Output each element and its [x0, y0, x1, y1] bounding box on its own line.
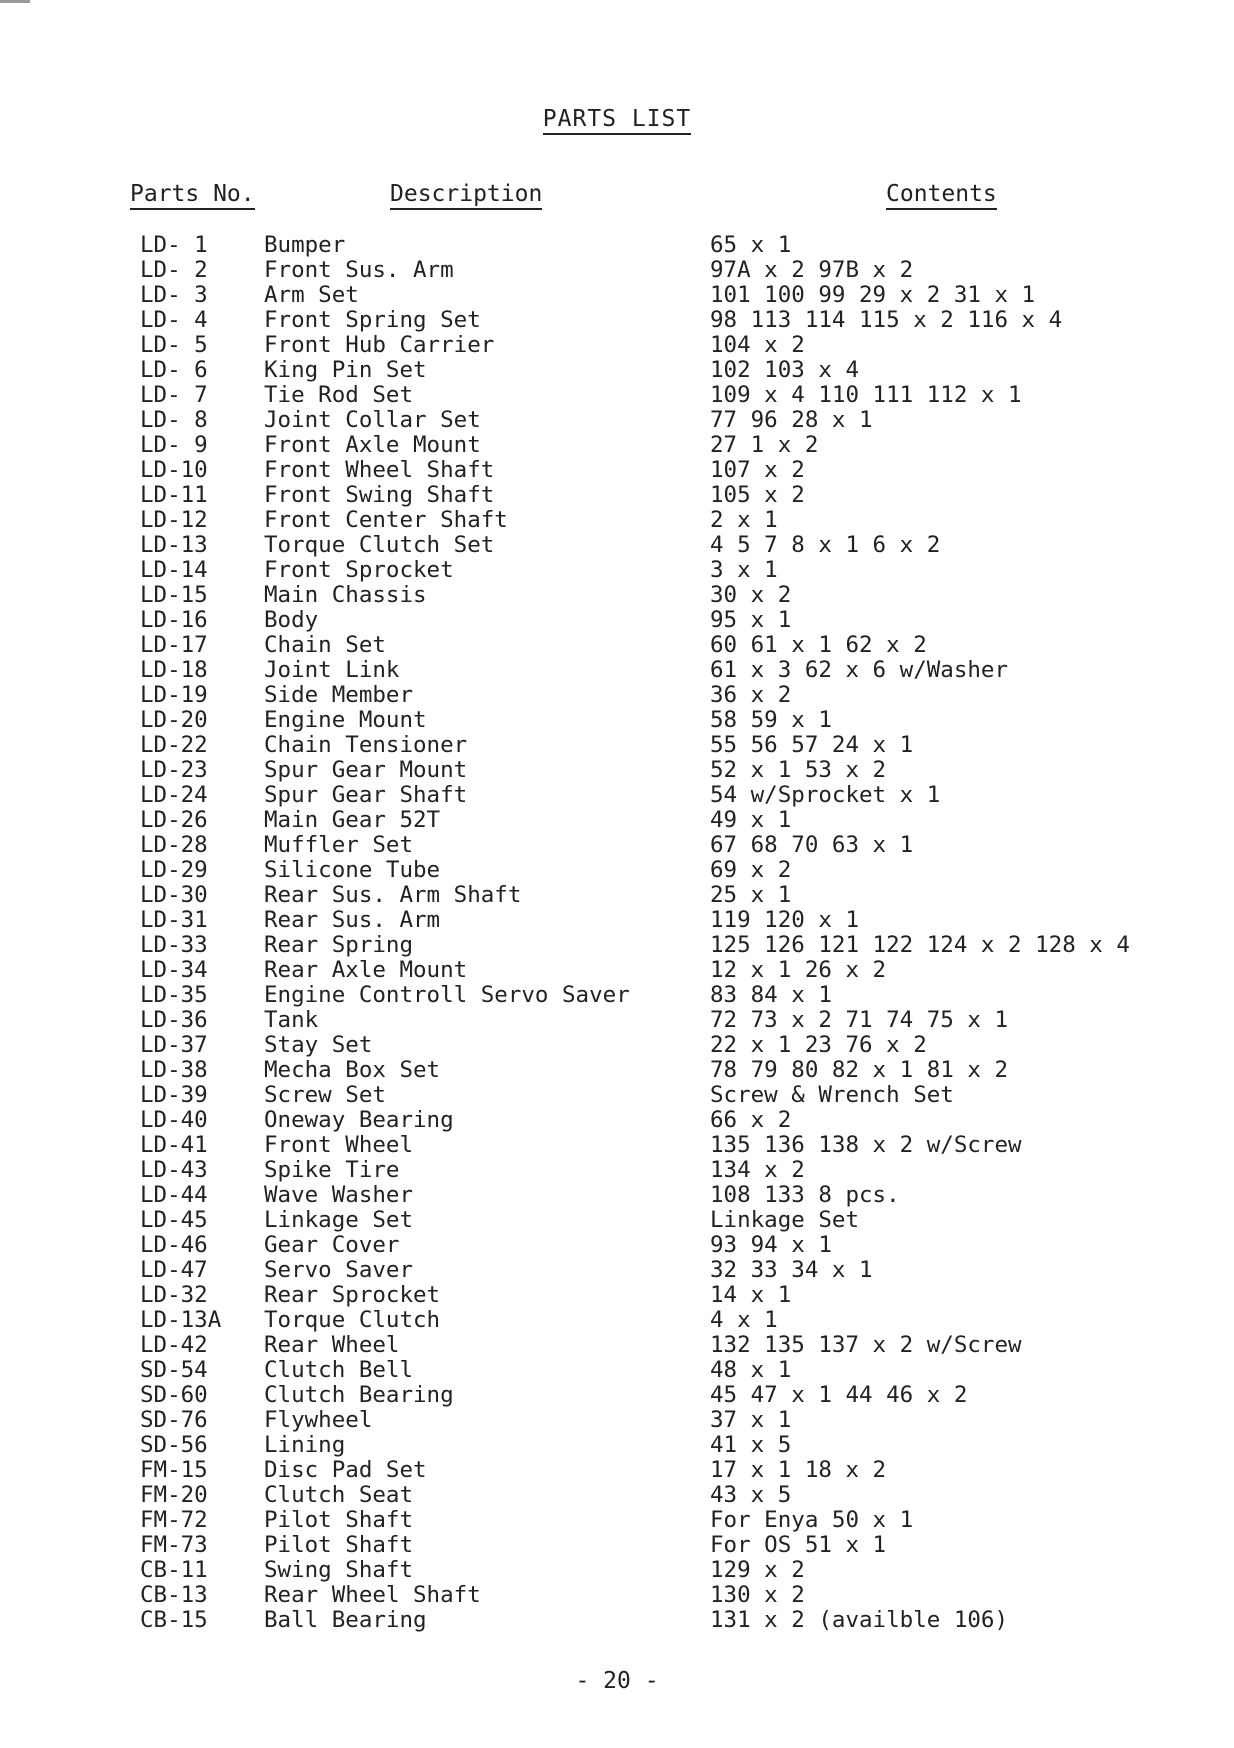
part-contents: 32 33 34 x 1	[710, 1257, 873, 1283]
part-contents: 27 1 x 2	[710, 432, 819, 458]
part-description: Arm Set	[264, 282, 359, 308]
part-description: Main Gear 52T	[264, 807, 441, 833]
part-description: Ball Bearing	[264, 1607, 427, 1633]
part-number: LD-16	[140, 607, 208, 633]
part-contents: 78 79 80 82 x 1 81 x 2	[710, 1057, 1009, 1083]
part-description: Swing Shaft	[264, 1557, 414, 1583]
table-row	[0, 533, 1234, 558]
part-description: Pilot Shaft	[264, 1532, 414, 1558]
table-row	[0, 883, 1234, 908]
table-row	[0, 1258, 1234, 1283]
part-number: LD-15	[140, 582, 208, 608]
part-number: LD- 8	[140, 407, 208, 433]
part-contents: 109 x 4 110 111 112 x 1	[710, 382, 1022, 408]
part-description: Rear Sus. Arm Shaft	[264, 882, 522, 908]
part-description: Body	[264, 607, 319, 633]
part-contents: 130 x 2	[710, 1582, 805, 1608]
table-row	[0, 233, 1234, 258]
part-number: LD- 4	[140, 307, 208, 333]
table-row	[0, 1208, 1234, 1233]
part-number: LD-13	[140, 532, 208, 558]
part-number: LD- 2	[140, 257, 208, 283]
part-contents: 60 61 x 1 62 x 2	[710, 632, 927, 658]
part-contents: 77 96 28 x 1	[710, 407, 873, 433]
part-number: LD-23	[140, 757, 208, 783]
table-row	[0, 508, 1234, 533]
part-contents: 4 x 1	[710, 1307, 778, 1333]
part-description: Pilot Shaft	[264, 1507, 414, 1533]
part-description: Linkage Set	[264, 1207, 414, 1233]
part-contents: 17 x 1 18 x 2	[710, 1457, 887, 1483]
table-row	[0, 1033, 1234, 1058]
part-contents: 66 x 2	[710, 1107, 792, 1133]
part-contents: 132 135 137 x 2 w/Screw	[710, 1332, 1022, 1358]
part-description: Spur Gear Mount	[264, 757, 468, 783]
table-row	[0, 733, 1234, 758]
part-number: FM-20	[140, 1482, 208, 1508]
part-contents: 83 84 x 1	[710, 982, 832, 1008]
part-description: Spike Tire	[264, 1157, 400, 1183]
header-contents: Contents	[886, 181, 997, 207]
part-description: Rear Spring	[264, 932, 414, 958]
part-contents: 93 94 x 1	[710, 1232, 832, 1258]
part-contents: 52 x 1 53 x 2	[710, 757, 887, 783]
part-number: LD-41	[140, 1132, 208, 1158]
part-description: Front Wheel Shaft	[264, 457, 495, 483]
part-contents: 72 73 x 2 71 74 75 x 1	[710, 1007, 1009, 1033]
part-description: Wave Washer	[264, 1182, 414, 1208]
part-description: Rear Wheel	[264, 1332, 400, 1358]
part-number: CB-11	[140, 1557, 208, 1583]
part-number: SD-56	[140, 1432, 208, 1458]
part-description: Engine Mount	[264, 707, 427, 733]
part-number: LD- 3	[140, 282, 208, 308]
part-description: Stay Set	[264, 1032, 373, 1058]
header-description: Description	[390, 181, 542, 207]
part-description: Oneway Bearing	[264, 1107, 454, 1133]
part-description: Mecha Box Set	[264, 1057, 441, 1083]
part-description: Front Spring Set	[264, 307, 481, 333]
scan-mark	[0, 0, 30, 15]
part-number: LD-47	[140, 1257, 208, 1283]
table-row	[0, 1008, 1234, 1033]
part-contents: 95 x 1	[710, 607, 792, 633]
part-number: CB-13	[140, 1582, 208, 1608]
table-row	[0, 808, 1234, 833]
table-row	[0, 1083, 1234, 1108]
table-row	[0, 783, 1234, 808]
part-contents: 14 x 1	[710, 1282, 792, 1308]
part-description: Front Sus. Arm	[264, 257, 454, 283]
part-number: LD-35	[140, 982, 208, 1008]
part-contents: 48 x 1	[710, 1357, 792, 1383]
part-description: Torque Clutch	[264, 1307, 441, 1333]
part-description: Joint Collar Set	[264, 407, 481, 433]
table-row	[0, 1183, 1234, 1208]
part-contents: 49 x 1	[710, 807, 792, 833]
part-contents: 45 47 x 1 44 46 x 2	[710, 1382, 968, 1408]
part-contents: 134 x 2	[710, 1157, 805, 1183]
part-number: LD-38	[140, 1057, 208, 1083]
part-contents: 41 x 5	[710, 1432, 792, 1458]
part-description: Clutch Seat	[264, 1482, 414, 1508]
part-number: LD-18	[140, 657, 208, 683]
table-row	[0, 358, 1234, 383]
part-description: Front Swing Shaft	[264, 482, 495, 508]
part-contents: For OS 51 x 1	[710, 1532, 887, 1558]
part-number: FM-72	[140, 1507, 208, 1533]
table-row	[0, 333, 1234, 358]
part-contents: 98 113 114 115 x 2 116 x 4	[710, 307, 1063, 333]
part-number: LD- 9	[140, 432, 208, 458]
part-description: Rear Axle Mount	[264, 957, 468, 983]
part-number: LD-34	[140, 957, 208, 983]
part-contents: 30 x 2	[710, 582, 792, 608]
part-description: Screw Set	[264, 1082, 386, 1108]
table-row	[0, 1133, 1234, 1158]
table-row	[0, 433, 1234, 458]
table-row	[0, 1508, 1234, 1533]
part-number: LD-24	[140, 782, 208, 808]
part-contents: 97A x 2 97B x 2	[710, 257, 914, 283]
part-contents: 125 126 121 122 124 x 2 128 x 4	[710, 932, 1130, 958]
part-contents: 104 x 2	[710, 332, 805, 358]
table-row	[0, 1433, 1234, 1458]
part-description: Front Sprocket	[264, 557, 454, 583]
table-row	[0, 283, 1234, 308]
part-number: SD-54	[140, 1357, 208, 1383]
part-number: LD-40	[140, 1107, 208, 1133]
header-parts-no: Parts No.	[130, 181, 255, 207]
table-row	[0, 483, 1234, 508]
part-contents: 107 x 2	[710, 457, 805, 483]
table-row	[0, 1158, 1234, 1183]
part-contents: 61 x 3 62 x 6 w/Washer	[710, 657, 1009, 683]
table-row	[0, 983, 1234, 1008]
part-description: Rear Sprocket	[264, 1282, 441, 1308]
part-number: SD-60	[140, 1382, 208, 1408]
part-description: Front Axle Mount	[264, 432, 481, 458]
part-contents: Screw & Wrench Set	[710, 1082, 954, 1108]
part-contents: 67 68 70 63 x 1	[710, 832, 914, 858]
part-description: Bumper	[264, 232, 346, 258]
part-number: LD-43	[140, 1157, 208, 1183]
part-contents: 4 5 7 8 x 1 6 x 2	[710, 532, 941, 558]
part-description: Muffler Set	[264, 832, 414, 858]
part-description: Clutch Bearing	[264, 1382, 454, 1408]
table-row	[0, 1108, 1234, 1133]
part-contents: 2 x 1	[710, 507, 778, 533]
part-number: LD-30	[140, 882, 208, 908]
table-row	[0, 1458, 1234, 1483]
part-contents: 58 59 x 1	[710, 707, 832, 733]
part-description: Lining	[264, 1432, 346, 1458]
table-row	[0, 708, 1234, 733]
part-number: LD-46	[140, 1232, 208, 1258]
part-number: LD-33	[140, 932, 208, 958]
part-description: Disc Pad Set	[264, 1457, 427, 1483]
part-number: LD-20	[140, 707, 208, 733]
part-number: LD-36	[140, 1007, 208, 1033]
page-number: - 20 -	[575, 1668, 659, 1694]
part-number: LD-37	[140, 1032, 208, 1058]
part-description: Servo Saver	[264, 1257, 414, 1283]
part-number: LD-13A	[140, 1307, 222, 1333]
part-contents: 101 100 99 29 x 2 31 x 1	[710, 282, 1036, 308]
part-description: Front Wheel	[264, 1132, 414, 1158]
part-number: FM-73	[140, 1532, 208, 1558]
part-description: Tank	[264, 1007, 319, 1033]
table-row	[0, 408, 1234, 433]
table-row	[0, 1308, 1234, 1333]
table-row	[0, 958, 1234, 983]
table-row	[0, 608, 1234, 633]
part-description: Engine Controll Servo Saver	[264, 982, 630, 1008]
part-number: LD-42	[140, 1332, 208, 1358]
part-number: LD-12	[140, 507, 208, 533]
part-contents: 108 133 8 pcs.	[710, 1182, 900, 1208]
table-row	[0, 1408, 1234, 1433]
table-row	[0, 383, 1234, 408]
part-contents: For Enya 50 x 1	[710, 1507, 914, 1533]
part-number: LD-14	[140, 557, 208, 583]
part-description: Side Member	[264, 682, 414, 708]
table-row	[0, 583, 1234, 608]
part-description: Front Hub Carrier	[264, 332, 495, 358]
part-description: Silicone Tube	[264, 857, 441, 883]
part-number: LD- 5	[140, 332, 208, 358]
part-description: Main Chassis	[264, 582, 427, 608]
part-number: LD-19	[140, 682, 208, 708]
part-contents: 43 x 5	[710, 1482, 792, 1508]
part-contents: 25 x 1	[710, 882, 792, 908]
page-title: PARTS LIST	[0, 106, 1234, 132]
part-description: Torque Clutch Set	[264, 532, 495, 558]
part-number: LD-11	[140, 482, 208, 508]
part-number: LD-28	[140, 832, 208, 858]
table-row	[0, 833, 1234, 858]
table-row	[0, 933, 1234, 958]
table-row	[0, 683, 1234, 708]
table-row	[0, 1533, 1234, 1558]
part-contents: 3 x 1	[710, 557, 778, 583]
table-row	[0, 858, 1234, 883]
part-description: Tie Rod Set	[264, 382, 414, 408]
part-number: LD-44	[140, 1182, 208, 1208]
table-row	[0, 908, 1234, 933]
parts-table	[0, 233, 1234, 1633]
part-contents: 131 x 2 (availble 106)	[710, 1607, 1009, 1633]
part-number: LD-17	[140, 632, 208, 658]
part-description: Clutch Bell	[264, 1357, 414, 1383]
part-contents: 55 56 57 24 x 1	[710, 732, 914, 758]
part-description: Chain Set	[264, 632, 386, 658]
table-row	[0, 633, 1234, 658]
part-description: Spur Gear Shaft	[264, 782, 468, 808]
table-row	[0, 758, 1234, 783]
table-row	[0, 1608, 1234, 1633]
part-contents: 102 103 x 4	[710, 357, 860, 383]
table-row	[0, 1583, 1234, 1608]
part-description: Rear Sus. Arm	[264, 907, 441, 933]
part-contents: 22 x 1 23 76 x 2	[710, 1032, 927, 1058]
table-row	[0, 258, 1234, 283]
part-contents: 105 x 2	[710, 482, 805, 508]
part-number: LD-22	[140, 732, 208, 758]
part-contents: 135 136 138 x 2 w/Screw	[710, 1132, 1022, 1158]
part-number: CB-15	[140, 1607, 208, 1633]
part-number: LD- 7	[140, 382, 208, 408]
part-description: Front Center Shaft	[264, 507, 508, 533]
table-row	[0, 1283, 1234, 1308]
part-number: LD-39	[140, 1082, 208, 1108]
table-row	[0, 1483, 1234, 1508]
part-description: Joint Link	[264, 657, 400, 683]
table-row	[0, 658, 1234, 683]
table-row	[0, 458, 1234, 483]
table-row	[0, 1333, 1234, 1358]
part-description: King Pin Set	[264, 357, 427, 383]
part-number: FM-15	[140, 1457, 208, 1483]
part-contents: 36 x 2	[710, 682, 792, 708]
table-row	[0, 1383, 1234, 1408]
part-number: LD-45	[140, 1207, 208, 1233]
table-row	[0, 1058, 1234, 1083]
part-contents: 12 x 1 26 x 2	[710, 957, 887, 983]
part-description: Gear Cover	[264, 1232, 400, 1258]
part-description: Rear Wheel Shaft	[264, 1582, 481, 1608]
part-description: Chain Tensioner	[264, 732, 468, 758]
table-row	[0, 1233, 1234, 1258]
part-number: SD-76	[140, 1407, 208, 1433]
part-contents: 37 x 1	[710, 1407, 792, 1433]
part-contents: 119 120 x 1	[710, 907, 860, 933]
part-number: LD-10	[140, 457, 208, 483]
table-row	[0, 308, 1234, 333]
part-number: LD- 1	[140, 232, 208, 258]
part-contents: 54 w/Sprocket x 1	[710, 782, 941, 808]
part-description: Flywheel	[264, 1407, 373, 1433]
part-contents: 69 x 2	[710, 857, 792, 883]
part-number: LD-29	[140, 857, 208, 883]
part-number: LD-26	[140, 807, 208, 833]
table-row	[0, 558, 1234, 583]
part-contents: 129 x 2	[710, 1557, 805, 1583]
part-number: LD-31	[140, 907, 208, 933]
part-contents: Linkage Set	[710, 1207, 860, 1233]
part-contents: 65 x 1	[710, 232, 792, 258]
part-number: LD-32	[140, 1282, 208, 1308]
table-row	[0, 1558, 1234, 1583]
table-row	[0, 1358, 1234, 1383]
part-number: LD- 6	[140, 357, 208, 383]
